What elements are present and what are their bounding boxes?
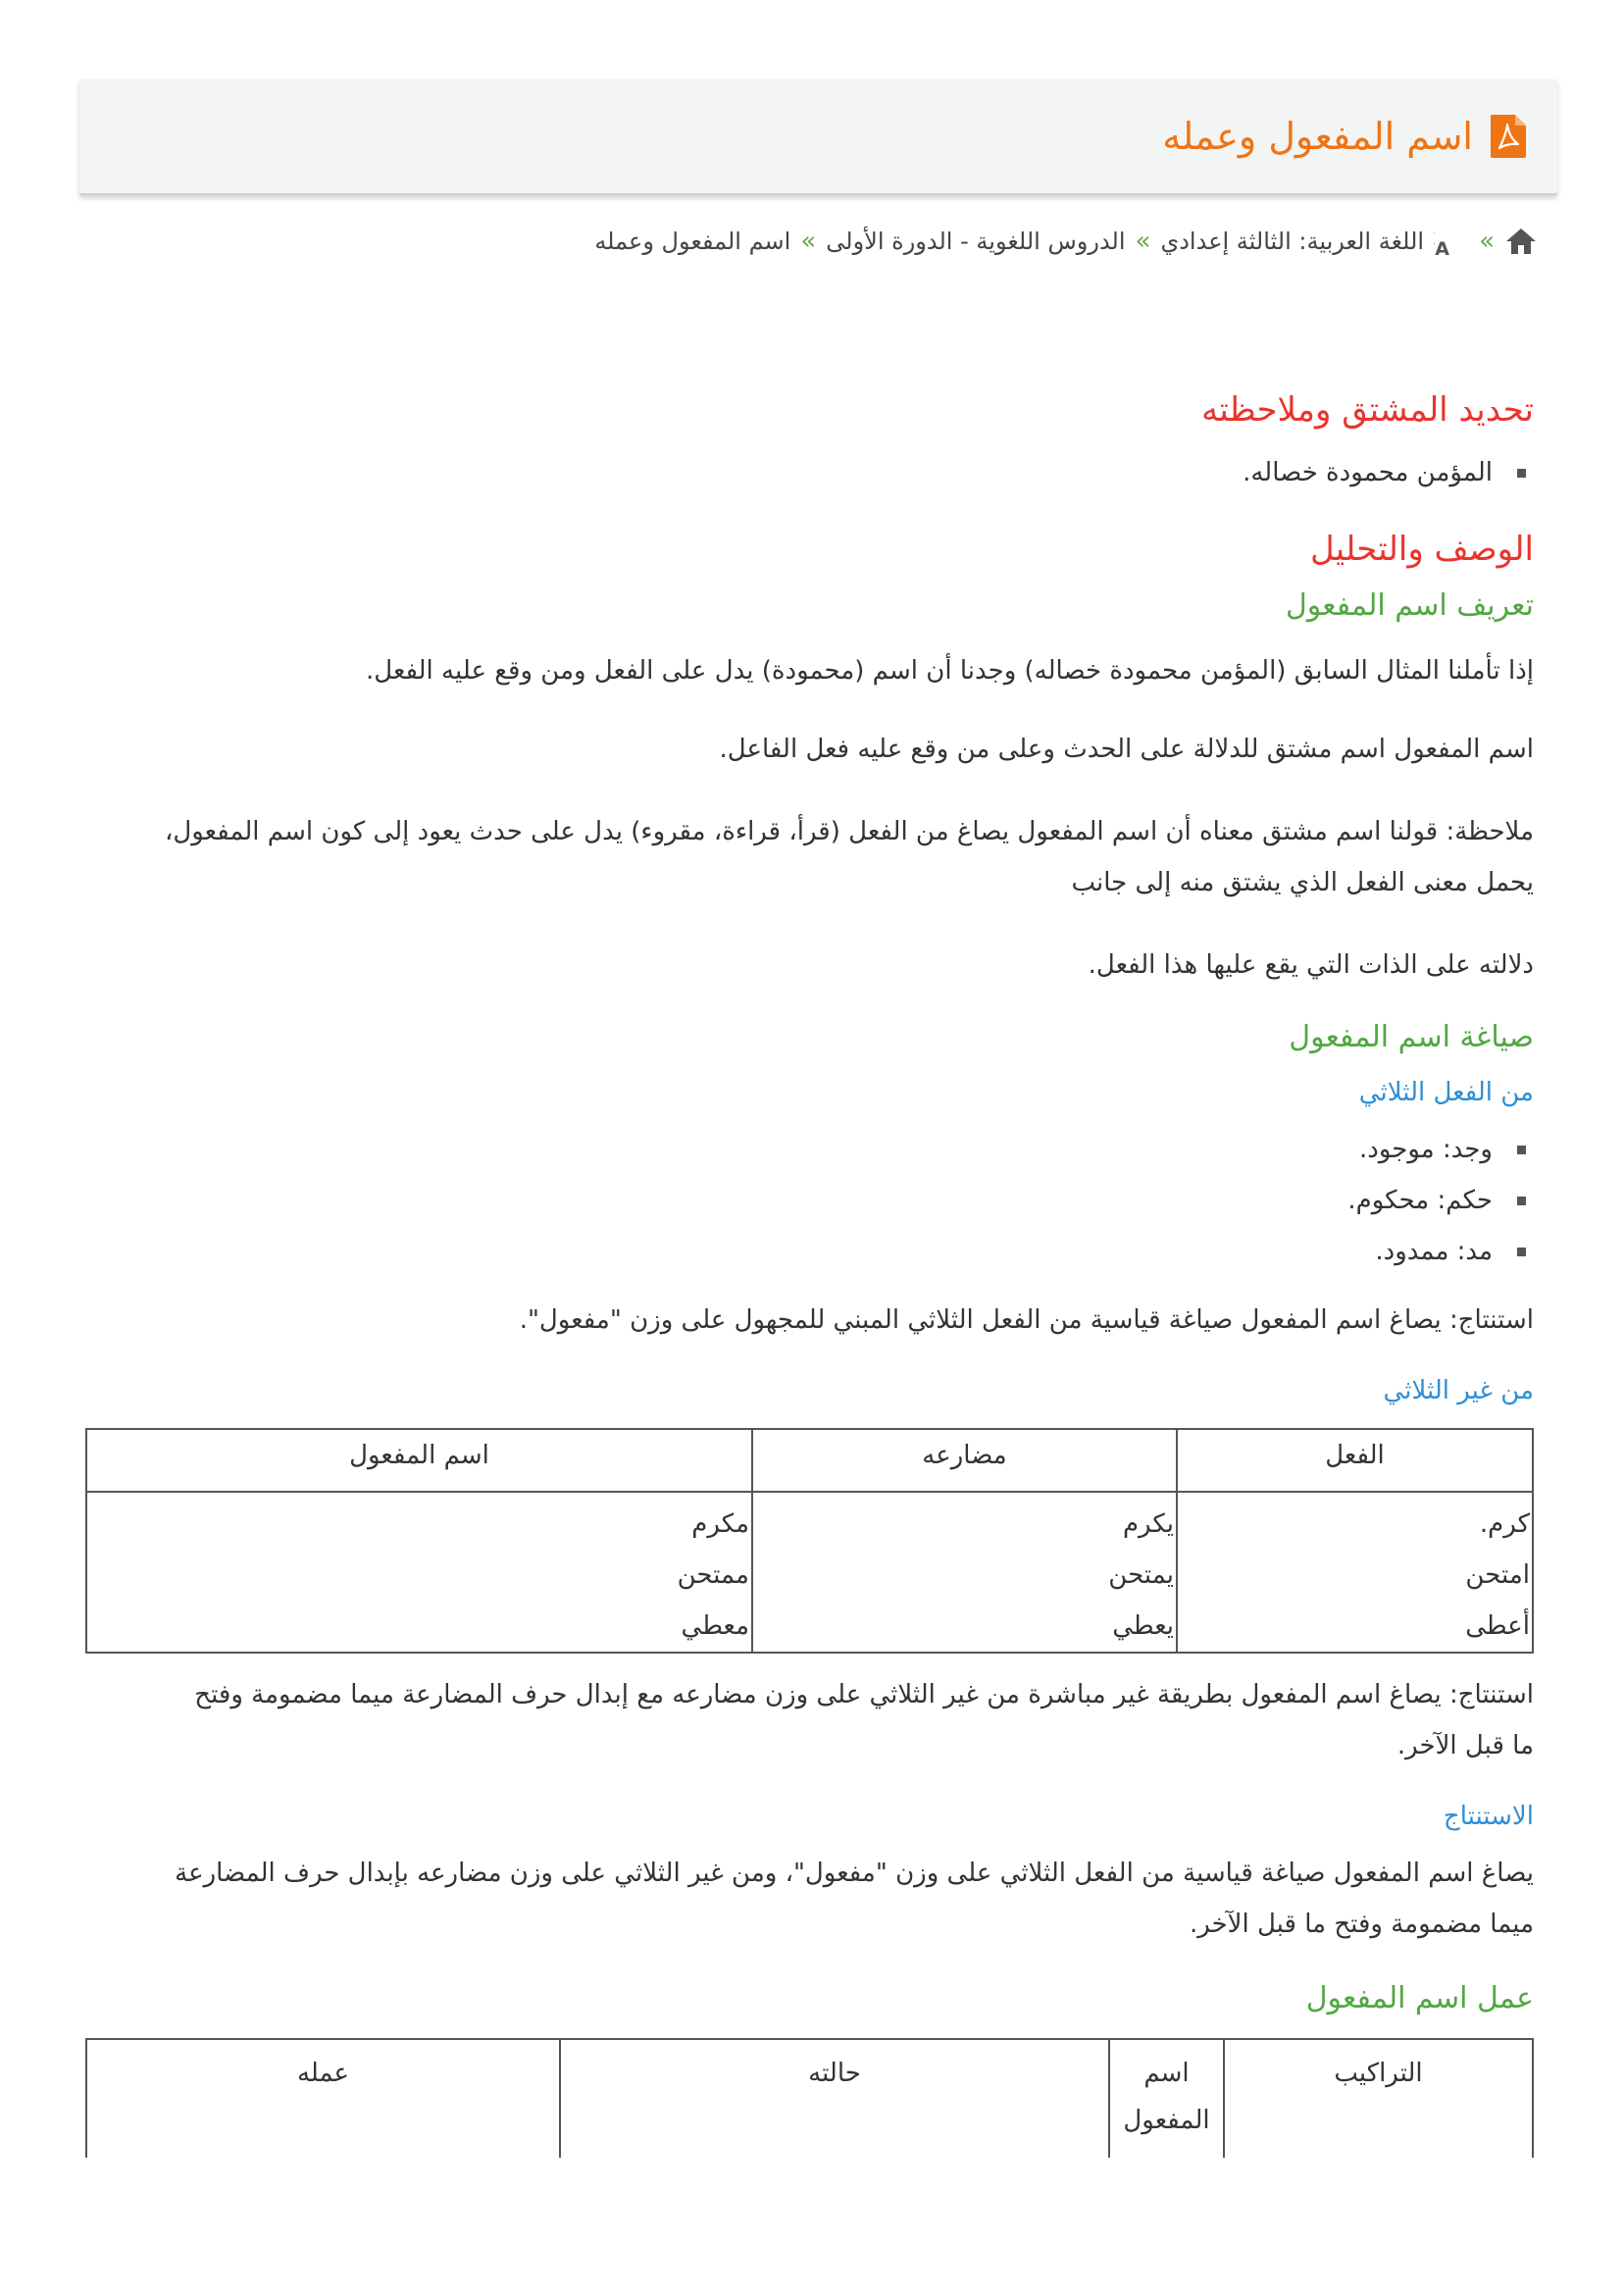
list-item: مد: ممدود.: [87, 1226, 1493, 1277]
breadcrumb: [594, 218, 1538, 265]
table-cell: يكرم: [752, 1492, 1177, 1550]
paragraph: اسم المفعول اسم مشتق للدلالة على الحدث وعلى من وقع عليه فعل الفاعل.: [719, 735, 1534, 764]
svg-text:A: A: [1435, 238, 1450, 257]
example-list: [87, 447, 1534, 498]
table-cell: معطي: [86, 1601, 752, 1653]
table-row: [86, 1601, 1533, 1653]
table-cell: يعطي: [752, 1601, 1177, 1653]
breadcrumb-separator: »: [1479, 227, 1495, 256]
subheading-usage: عمل اسم المفعول: [1305, 1981, 1534, 2015]
table-header-state: حالته: [560, 2039, 1109, 2158]
breadcrumb-item-subject[interactable]: اللغة العربية: الثالثة إعدادي: [1160, 228, 1425, 255]
paragraph-note: [87, 806, 1534, 908]
table-cell: ممتحن: [86, 1550, 752, 1601]
subheading-non-triliteral: من غير الثلاثي: [1383, 1376, 1534, 1405]
table-header-passive-participle: اسم المفعول: [1109, 2039, 1224, 2158]
subheading-definition: تعريف اسم المفعول: [1285, 588, 1534, 623]
paragraph-conclusion: [87, 1669, 1534, 1771]
table-row: [86, 1492, 1533, 1550]
usage-table: [85, 2038, 1534, 2158]
table-header-present: مضارعه: [752, 1429, 1177, 1492]
translate-icon: [1434, 226, 1469, 257]
article-content: [87, 381, 1534, 2158]
note-line-1: ملاحظة: قولنا اسم مشتق معناه أن اسم المفعول يصاغ من الفعل (قرأ، قراءة، مقروء) يدل على حدث يعود إلى كون اسم المفعول،: [164, 817, 1534, 846]
table-cell: يمتحن: [752, 1550, 1177, 1601]
paragraph-summary: [87, 1848, 1534, 1950]
table-header-constructions: التراكيب: [1224, 2039, 1533, 2158]
triliteral-examples-list: [87, 1124, 1534, 1277]
table-header-verb: الفعل: [1177, 1429, 1533, 1492]
section-heading-identify: تحديد المشتق وملاحظته: [1201, 390, 1534, 430]
list-item: وجد: موجود.: [87, 1124, 1493, 1175]
conclusion-line-1: استنتاج: يصاغ اسم المفعول بطريقة غير مباشرة من غير الثلاثي على وزن مضارعه مع إبدال حرف المضارعة ميما مضمومة وفتح: [194, 1680, 1534, 1709]
table-cell: كرم.: [1177, 1492, 1533, 1550]
breadcrumb-separator: »: [800, 227, 817, 256]
note-line-2: يحمل معنى الفعل الذي يشتق منه إلى جانب: [1071, 868, 1534, 897]
paragraph-conclusion: استنتاج: يصاغ اسم المفعول صياغة قياسية من الفعل الثلاثي المبني للمجهول على وزن "مفعول".: [519, 1305, 1534, 1335]
pdf-icon[interactable]: [1489, 113, 1528, 160]
paragraph: دلالته على الذات التي يقع عليها هذا الفعل.: [1088, 950, 1534, 980]
table-cell: امتحن: [1177, 1550, 1533, 1601]
table-header-function: عمله: [86, 2039, 560, 2158]
summary-line-1: يصاغ اسم المفعول صياغة قياسية من الفعل الثلاثي على وزن "مفعول"، ومن غير الثلاثي على وزن مضارعه بإبدال حرف المضارعة: [175, 1859, 1534, 1888]
breadcrumb-item-current: اسم المفعول وعمله: [594, 228, 791, 255]
paragraph: إذا تأملنا المثال السابق (المؤمن محمودة خصاله) وجدنا أن اسم (محمودة) يدل على الفعل ومن وقع عليه الفعل.: [365, 656, 1534, 686]
subheading-triliteral: من الفعل الثلاثي: [1358, 1078, 1534, 1107]
list-item: المؤمن محمودة خصاله.: [87, 447, 1493, 498]
subheading-conclusion: الاستنتاج: [1443, 1802, 1534, 1831]
page-title[interactable]: اسم المفعول وعمله: [1162, 115, 1473, 158]
breadcrumb-separator: »: [1135, 227, 1151, 256]
table-cell: مكرم: [86, 1492, 752, 1550]
home-icon[interactable]: [1504, 227, 1538, 256]
table-row: [86, 1550, 1533, 1601]
subheading-formation: صياغة اسم المفعول: [1289, 1020, 1534, 1054]
header-bar: [79, 79, 1557, 195]
header-title-wrap: [1162, 107, 1528, 166]
breadcrumb-item-lessons[interactable]: الدروس اللغوية - الدورة الأولى: [826, 228, 1126, 255]
table-cell: أعطى: [1177, 1601, 1533, 1653]
section-heading-analysis: الوصف والتحليل: [1310, 530, 1534, 569]
conclusion-line-2: ما قبل الآخر.: [1396, 1731, 1534, 1760]
non-triliteral-table: [85, 1428, 1534, 1654]
table-header-passive-participle: اسم المفعول: [86, 1429, 752, 1492]
list-item: حكم: محكوم.: [87, 1175, 1493, 1226]
summary-line-2: ميما مضمومة وفتح ما قبل الآخر.: [1189, 1910, 1534, 1939]
